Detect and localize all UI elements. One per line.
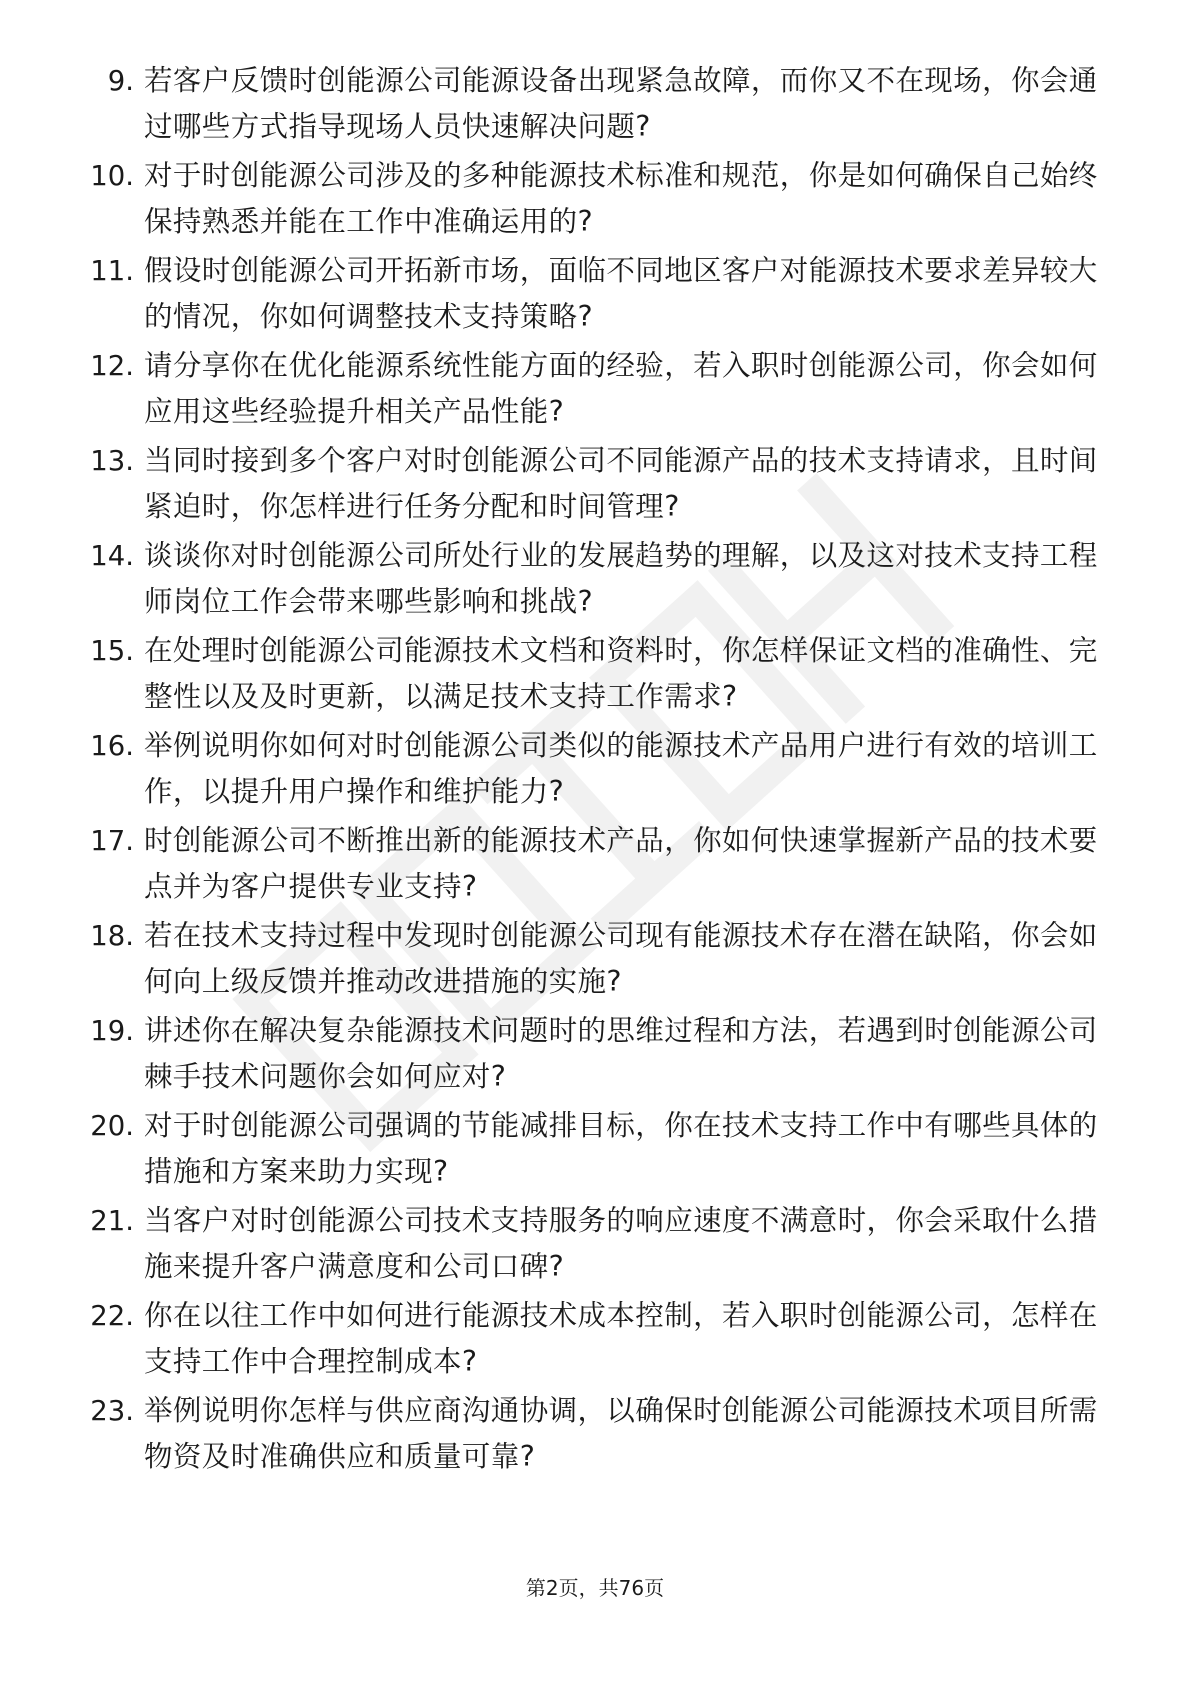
question-text: 假设时创能源公司开拓新市场，面临不同地区客户对能源技术要求差异较大的情况，你如何调整技术支持策略? (144, 254, 1098, 333)
question-number: 13. (90, 445, 134, 477)
question-item (0, 1285, 1190, 1380)
question-text: 若客户反馈时创能源公司能源设备出现紧急故障，而你又不在现场，你会通过哪些方式指导现场人员快速解决问题? (144, 64, 1098, 143)
question-text: 举例说明你怎样与供应商沟通协调，以确保时创能源公司能源技术项目所需物资及时准确供应和质量可靠? (144, 1394, 1098, 1473)
question-item (0, 620, 1190, 715)
question-text: 时创能源公司不断推出新的能源技术产品，你如何快速掌握新产品的技术要点并为客户提供专业支持? (144, 824, 1098, 903)
question-item (0, 1190, 1190, 1285)
question-text: 讲述你在解决复杂能源技术问题时的思维过程和方法，若遇到时创能源公司棘手技术问题你会如何应对? (144, 1014, 1098, 1093)
question-list (0, 50, 1190, 1475)
question-number: 23. (90, 1395, 134, 1427)
question-number: 12. (90, 350, 134, 382)
question-item (0, 145, 1190, 240)
question-number: 9. (107, 65, 134, 97)
page-footer: 第2页，共76页 (525, 1576, 665, 1600)
question-item (0, 1000, 1190, 1095)
question-text: 当客户对时创能源公司技术支持服务的响应速度不满意时，你会采取什么措施来提升客户满意度和公司口碑? (144, 1204, 1098, 1283)
question-text: 举例说明你如何对时创能源公司类似的能源技术产品用户进行有效的培训工作，以提升用户操作和维护能力? (144, 729, 1098, 808)
question-item (0, 525, 1190, 620)
question-item (0, 240, 1190, 335)
question-number: 15. (90, 635, 134, 667)
question-text: 当同时接到多个客户对时创能源公司不同能源产品的技术支持请求，且时间紧迫时，你怎样进行任务分配和时间管理? (144, 444, 1098, 523)
question-text: 你在以往工作中如何进行能源技术成本控制，若入职时创能源公司，怎样在支持工作中合理控制成本? (144, 1299, 1098, 1378)
question-text: 若在技术支持过程中发现时创能源公司现有能源技术存在潜在缺陷，你会如何向上级反馈并推动改进措施的实施? (144, 919, 1098, 998)
question-number: 19. (90, 1015, 134, 1047)
question-item (0, 335, 1190, 430)
question-number: 18. (90, 920, 134, 952)
question-number: 10. (90, 160, 134, 192)
question-number: 14. (90, 540, 134, 572)
question-item (0, 50, 1190, 145)
question-number: 21. (90, 1205, 134, 1237)
question-item (0, 715, 1190, 810)
question-text: 对于时创能源公司强调的节能减排目标，你在技术支持工作中有哪些具体的措施和方案来助力实现? (144, 1109, 1098, 1188)
question-number: 22. (90, 1300, 134, 1332)
question-text: 在处理时创能源公司能源技术文档和资料时，你怎样保证文档的准确性、完整性以及及时更新，以满足技术支持工作需求? (144, 634, 1098, 713)
question-item (0, 1380, 1190, 1475)
question-item (0, 810, 1190, 905)
question-item (0, 1095, 1190, 1190)
question-number: 11. (90, 255, 134, 287)
question-text: 对于时创能源公司涉及的多种能源技术标准和规范，你是如何确保自己始终保持熟悉并能在工作中准确运用的? (144, 159, 1098, 238)
question-text: 请分享你在优化能源系统性能方面的经验，若入职时创能源公司，你会如何应用这些经验提升相关产品性能? (144, 349, 1098, 428)
question-number: 20. (90, 1110, 134, 1142)
question-text: 谈谈你对时创能源公司所处行业的发展趋势的理解，以及这对技术支持工程师岗位工作会带来哪些影响和挑战? (144, 539, 1098, 618)
question-number: 16. (90, 730, 134, 762)
question-item (0, 430, 1190, 525)
question-number: 17. (90, 825, 134, 857)
question-item (0, 905, 1190, 1000)
